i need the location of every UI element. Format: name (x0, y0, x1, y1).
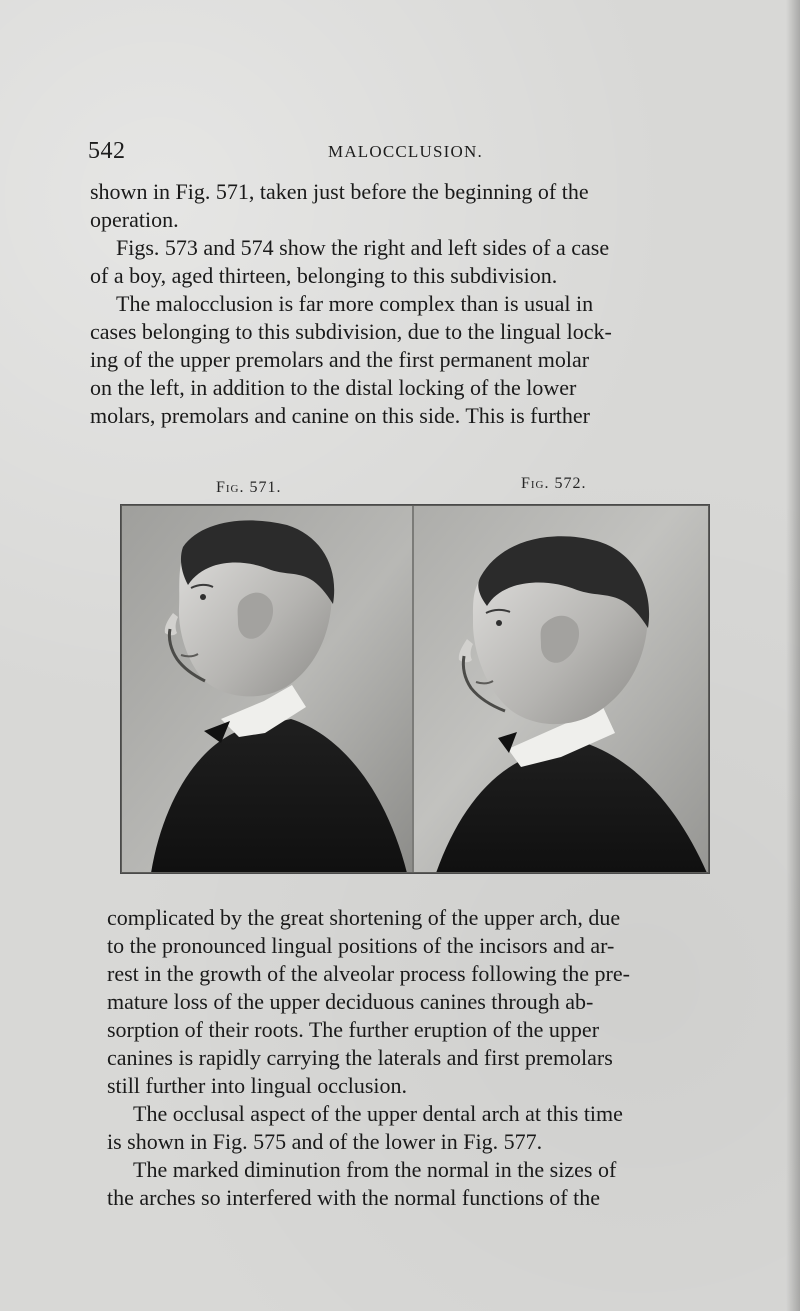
portrait-photographs (121, 505, 709, 873)
body-line: The malocclusion is far more complex than is usual in (116, 291, 594, 316)
figure-caption-right: Fig. 572. (521, 475, 587, 492)
page-number: 542 (88, 138, 126, 164)
upper-body-text (90, 178, 722, 430)
body-line: shown in Fig. 571, taken just before the beginning of the (90, 179, 589, 204)
body-line: is shown in Fig. 575 and of the lower in Fig. 577. (107, 1129, 543, 1154)
portrait-photographs-graphic (121, 505, 709, 873)
body-line: canines is rapidly carrying the laterals and first premolars (107, 1045, 613, 1070)
figure-pair (121, 475, 709, 875)
lower-body-text (107, 904, 740, 1212)
body-line: sorption of their roots. The further eruption of the upper (107, 1017, 600, 1042)
left-eye (200, 594, 206, 600)
running-title: MALOCCLUSION. (328, 142, 483, 161)
body-line: rest in the growth of the alveolar process following the pre- (107, 961, 630, 986)
body-line: mature loss of the upper deciduous canines through ab- (107, 989, 594, 1014)
photo-divider (412, 505, 414, 873)
body-line: the arches so interfered with the normal functions of the (107, 1185, 601, 1210)
body-line: on the left, in addition to the distal locking of the lower (90, 375, 577, 400)
body-line: Figs. 573 and 574 show the right and left sides of a case (116, 235, 610, 260)
page-edge-shadow (786, 0, 800, 1311)
body-line: still further into lingual occlusion. (107, 1073, 408, 1098)
body-line: of a boy, aged thirteen, belonging to this subdivision. (90, 263, 558, 288)
body-line: cases belonging to this subdivision, due to the lingual lock- (90, 319, 612, 344)
figure-caption-left: Fig. 571. (216, 479, 282, 496)
running-head (88, 138, 728, 168)
body-line: operation. (90, 207, 179, 232)
body-line: The occlusal aspect of the upper dental arch at this time (133, 1101, 623, 1126)
body-line: The marked diminution from the normal in the sizes of (133, 1157, 617, 1182)
body-line: ing of the upper premolars and the first permanent molar (90, 347, 590, 372)
body-line: complicated by the great shortening of the upper arch, due (107, 905, 621, 930)
right-eye (496, 620, 502, 626)
body-line: molars, premolars and canine on this side. This is further (90, 403, 590, 428)
body-line: to the pronounced lingual positions of the incisors and ar- (107, 933, 615, 958)
